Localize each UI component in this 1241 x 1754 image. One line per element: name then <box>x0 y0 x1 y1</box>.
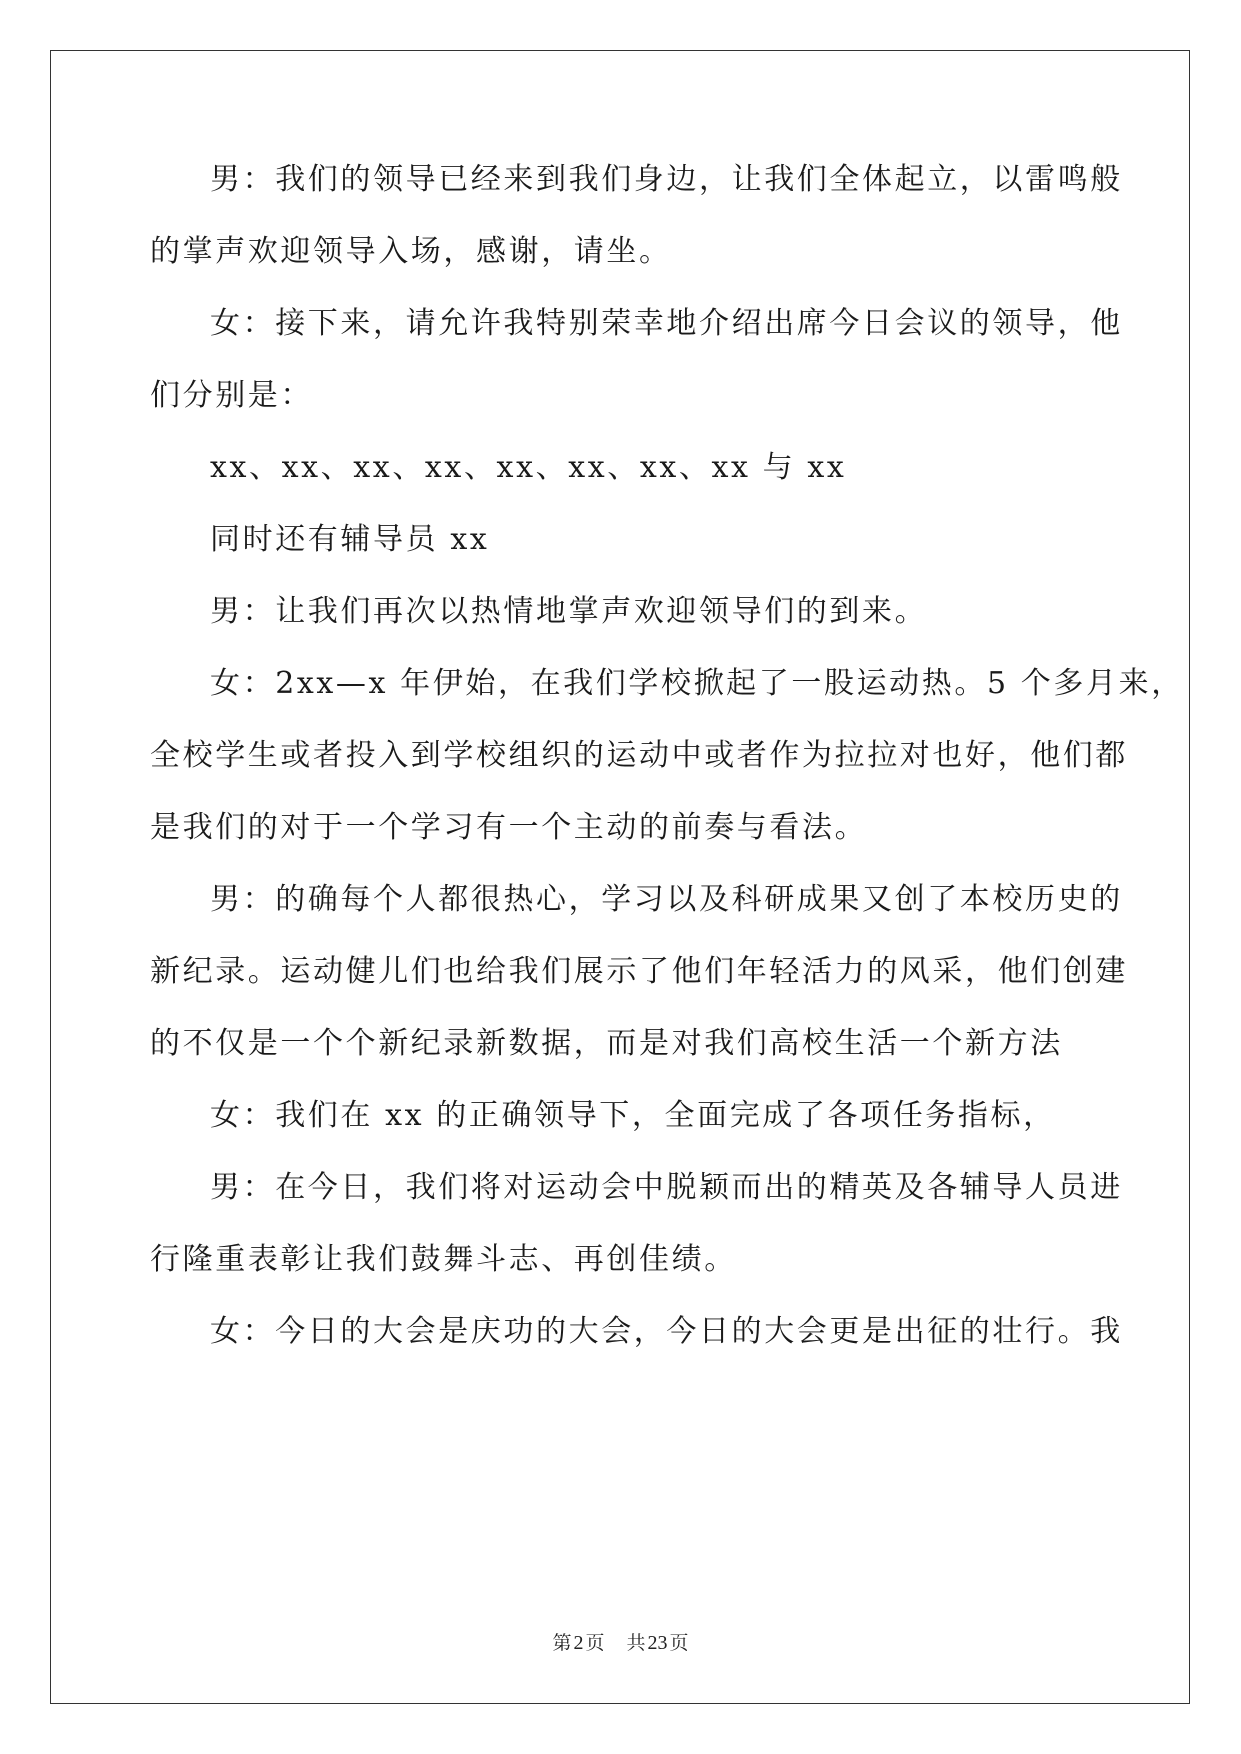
text-line: 女：2xx—x 年伊始，在我们学校掀起了一股运动热。5 个多月来， <box>210 666 1184 701</box>
text-line: 同时还有辅导员 xx <box>210 522 490 557</box>
text-line: 的掌声欢迎领导入场，感谢，请坐。 <box>150 234 672 269</box>
text-line: 女：今日的大会是庆功的大会，今日的大会更是出征的壮行。我 <box>210 1314 1123 1349</box>
text-line: 的不仅是一个个新纪录新数据，而是对我们高校生活一个新方法 <box>150 1026 1063 1061</box>
text-line: 新纪录。运动健儿们也给我们展示了他们年轻活力的风采，他们创建 <box>150 954 1128 989</box>
text-line: 女：我们在 xx 的正确领导下，全面完成了各项任务指标， <box>210 1098 1056 1133</box>
text-line: 男：我们的领导已经来到我们身边，让我们全体起立，以雷鸣般 <box>210 162 1123 197</box>
text-line: xx、xx、xx、xx、xx、xx、xx、xx 与 xx <box>210 450 847 485</box>
total-suffix: 页 <box>669 1632 689 1654</box>
total-pages: 23 <box>647 1632 668 1654</box>
text-line: 女：接下来，请允许我特别荣幸地介绍出席今日会议的领导，他 <box>210 306 1123 341</box>
page-number: 2 <box>573 1632 584 1654</box>
page-footer <box>0 1628 1241 1655</box>
page-suffix: 页 <box>585 1632 605 1654</box>
text-line: 男：让我们再次以热情地掌声欢迎领导们的到来。 <box>210 594 928 629</box>
text-line: 男：的确每个人都很热心，学习以及科研成果又创了本校历史的 <box>210 882 1123 917</box>
total-prefix: 共 <box>626 1632 646 1654</box>
text-line: 们分别是： <box>150 378 313 413</box>
text-line: 是我们的对于一个学习有一个主动的前奏与看法。 <box>150 810 868 845</box>
text-line: 全校学生或者投入到学校组织的运动中或者作为拉拉对也好，他们都 <box>150 738 1128 773</box>
page-prefix: 第 <box>552 1632 572 1654</box>
text-line: 男：在今日，我们将对运动会中脱颖而出的精英及各辅导人员进 <box>210 1170 1123 1205</box>
text-line: 行隆重表彰让我们鼓舞斗志、再创佳绩。 <box>150 1242 737 1277</box>
page-border <box>50 50 1190 1704</box>
